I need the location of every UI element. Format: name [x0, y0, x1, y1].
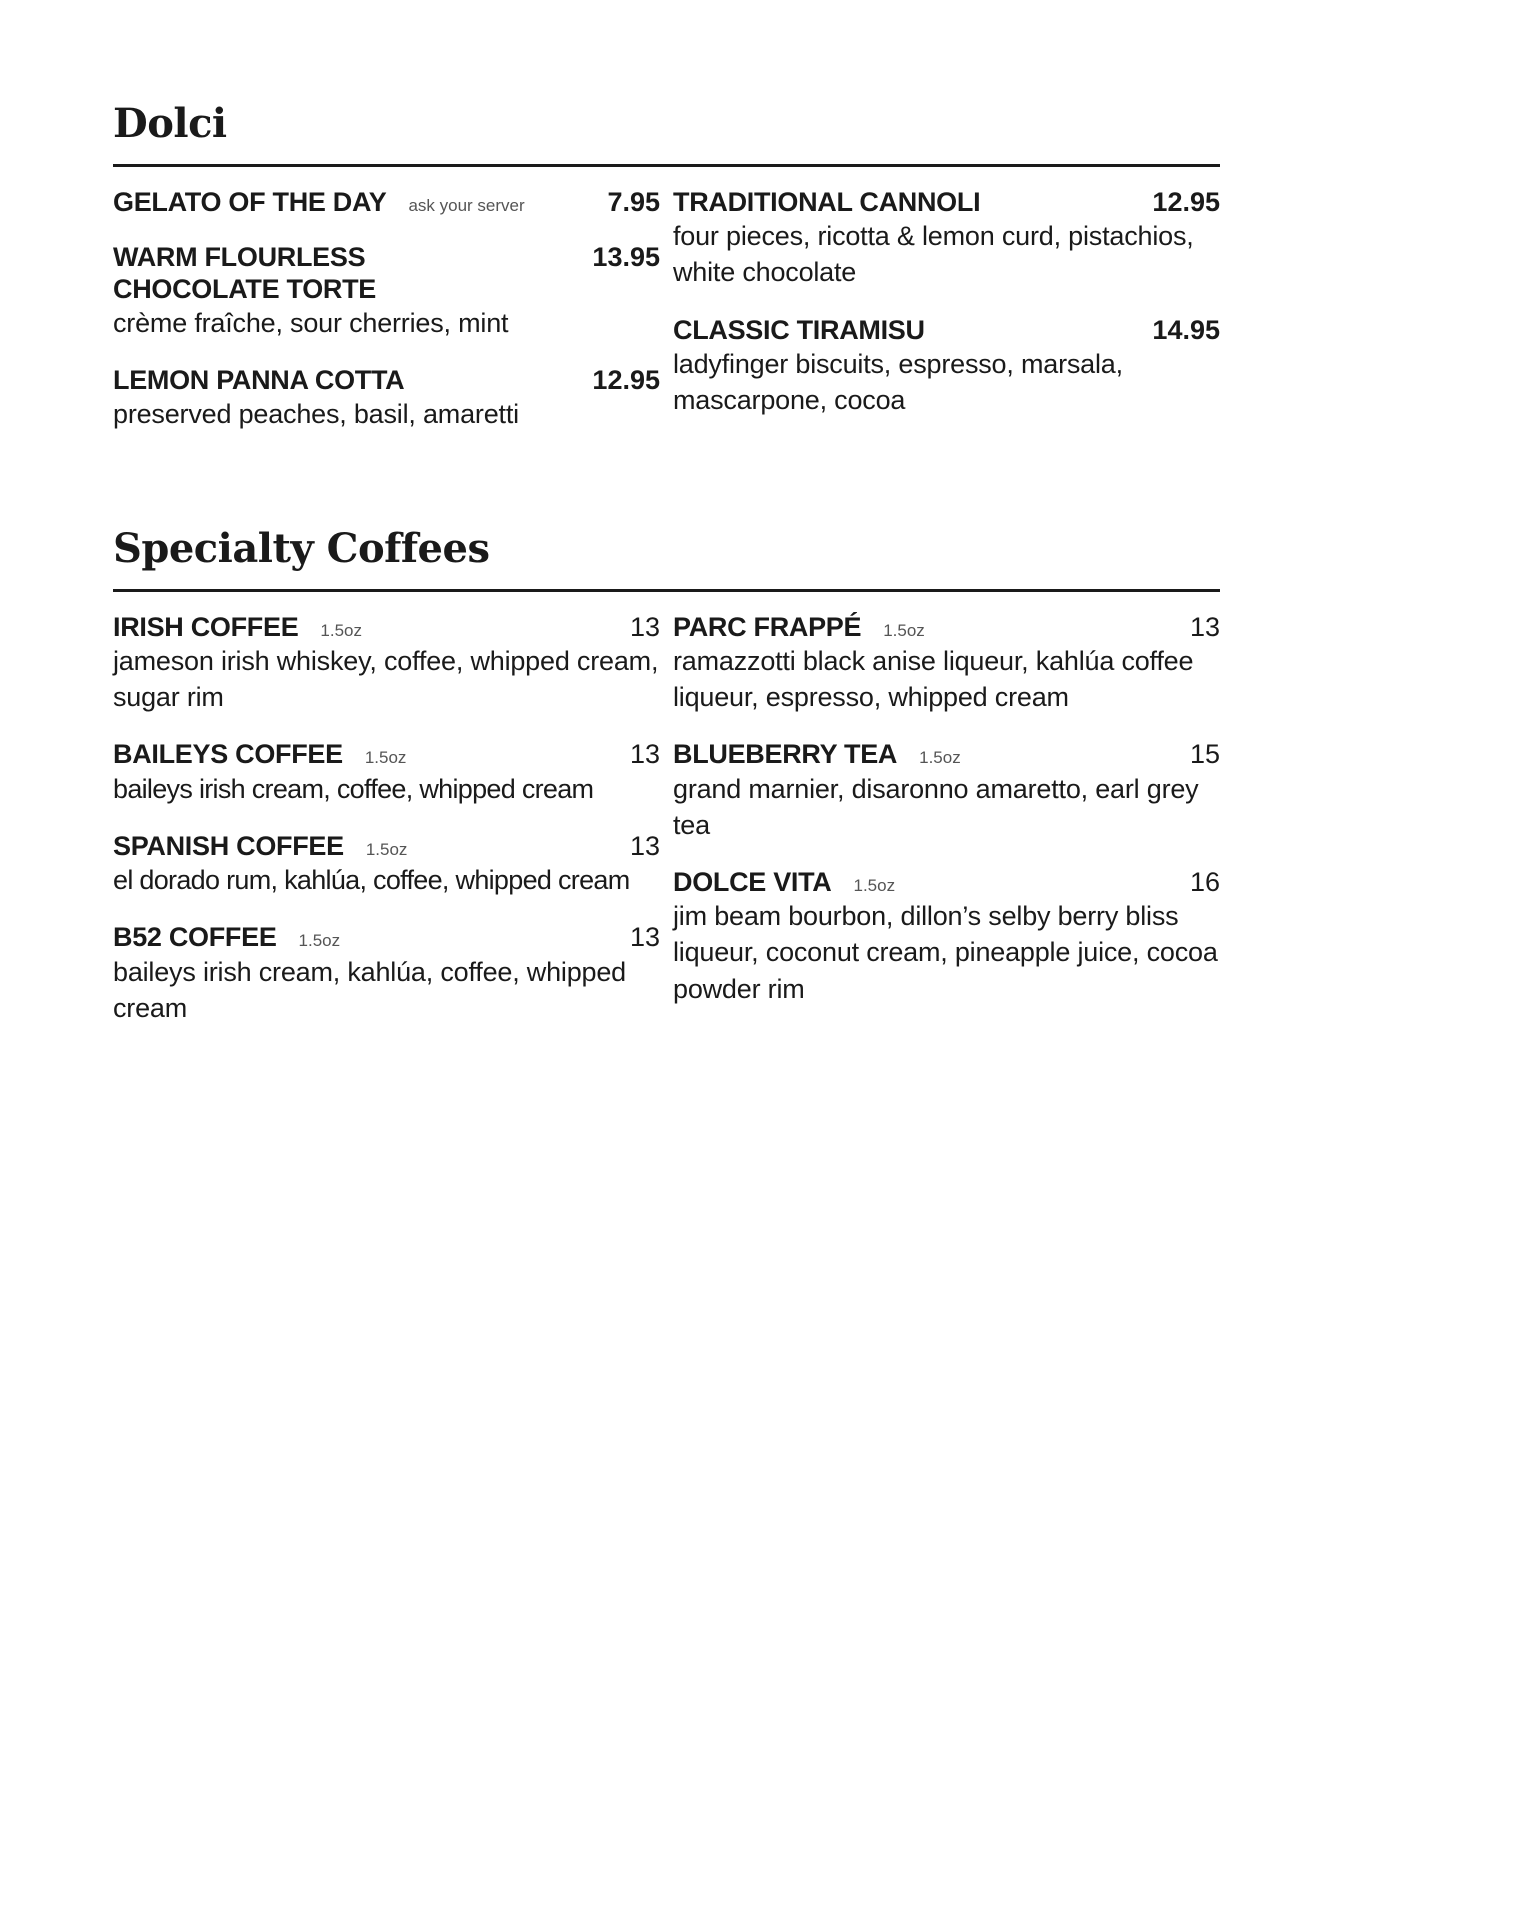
item-price: 7.95	[607, 187, 660, 217]
menu-item-blueberry-tea	[673, 739, 1220, 843]
dolci-columns	[113, 187, 1220, 457]
menu-item-baileys-coffee	[113, 739, 660, 806]
item-pour-size: 1.5oz	[919, 748, 961, 768]
item-pour-size: 1.5oz	[320, 620, 363, 640]
section-divider	[113, 164, 1220, 167]
menu-item-cannoli	[673, 187, 1220, 291]
item-name: PARC FRAPPÉ	[673, 611, 862, 642]
item-pour-size: 1.5oz	[298, 931, 341, 951]
item-price: 13	[1189, 611, 1220, 642]
item-note: ask your server	[408, 196, 525, 215]
coffees-left-column	[113, 612, 660, 1050]
item-price: 12.95	[592, 365, 660, 396]
menu-item-tiramisu	[673, 315, 1220, 419]
item-name: WARM FLOURLESS CHOCOLATE TORTE	[113, 242, 376, 304]
section-title-coffees: Specialty Coffees	[113, 524, 490, 572]
section-title-dolci: Dolci	[113, 100, 227, 147]
item-price: 12.95	[1152, 187, 1220, 217]
item-price: 13	[629, 611, 660, 642]
item-pour-size: 1.5oz	[853, 875, 896, 895]
dolci-left-column	[113, 187, 660, 457]
item-description: jameson irish whiskey, coffee, whipped cream, sugar rim	[113, 645, 659, 713]
item-price: 14.95	[1152, 314, 1220, 345]
item-description: el dorado rum, kahlúa, coffee, whipped cream	[113, 865, 630, 896]
item-pour-size: 1.5oz	[365, 839, 408, 859]
menu-item-b52-coffee	[113, 922, 660, 1026]
item-price: 15	[1189, 739, 1220, 770]
item-name: CLASSIC TIRAMISU	[673, 314, 925, 345]
item-description: crème fraîche, sour cherries, mint	[113, 307, 509, 338]
item-price: 13	[629, 739, 660, 770]
item-name: TRADITIONAL CANNOLI	[673, 187, 981, 217]
menu-item-irish-coffee	[113, 612, 660, 716]
item-price: 16	[1189, 866, 1220, 897]
coffees-section	[113, 525, 1220, 1050]
item-description: preserved peaches, basil, amaretti	[113, 399, 519, 430]
dolci-right-column	[673, 187, 1220, 457]
section-divider	[113, 589, 1220, 592]
dolci-section	[113, 100, 1220, 457]
item-description: four pieces, ricotta & lemon curd, pistachios, white chocolate	[673, 221, 1194, 288]
item-name: IRISH COFFEE	[113, 611, 299, 642]
item-name: SPANISH COFFEE	[113, 830, 344, 861]
menu-item-spanish-coffee	[113, 831, 660, 898]
item-description: ramazzotti black anise liqueur, kahlúa coffee liqueur, espresso, whipped cream	[673, 645, 1194, 713]
item-name: B52 COFFEE	[113, 922, 277, 953]
menu-item-gelato	[113, 187, 660, 218]
item-pour-size: 1.5oz	[883, 620, 925, 640]
item-name: BLUEBERRY TEA	[673, 739, 898, 770]
item-name: LEMON PANNA COTTA	[113, 365, 405, 396]
item-price: 13	[629, 830, 660, 861]
menu-item-chocolate-torte	[113, 242, 660, 341]
menu-page	[113, 100, 1220, 1050]
coffees-right-column	[673, 612, 1220, 1050]
item-description: grand marnier, disaronno amaretto, earl grey tea	[673, 773, 1199, 840]
menu-item-dolce-vita	[673, 867, 1220, 1007]
item-description: jim beam bourbon, dillon’s selby berry bliss liqueur, coconut cream, pineapple juice, cocoa powder rim	[673, 901, 1218, 1004]
item-name: BAILEYS COFFEE	[113, 739, 343, 770]
item-description: baileys irish cream, kahlúa, coffee, whipped cream	[113, 956, 626, 1023]
item-pour-size: 1.5oz	[364, 748, 407, 768]
item-description: baileys irish cream, coffee, whipped cream	[113, 773, 594, 804]
item-price: 13.95	[592, 242, 660, 273]
menu-item-panna-cotta	[113, 365, 660, 432]
menu-item-parc-frappe	[673, 612, 1220, 716]
coffees-columns	[113, 612, 1220, 1050]
item-name: DOLCE VITA	[673, 866, 832, 897]
item-description: ladyfinger biscuits, espresso, marsala, mascarpone, cocoa	[673, 348, 1123, 416]
item-name: GELATO OF THE DAY	[113, 187, 387, 217]
item-price: 13	[629, 922, 660, 953]
